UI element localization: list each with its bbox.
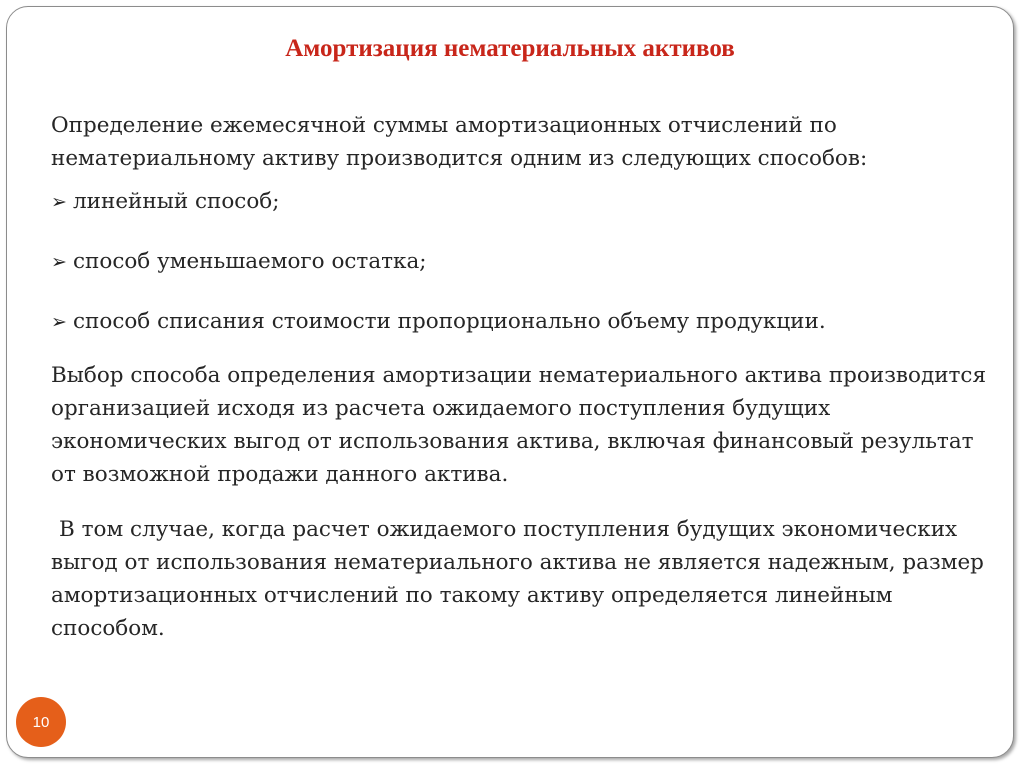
arrow-bullet-icon: ➢: [51, 251, 67, 273]
arrow-bullet-icon: ➢: [51, 191, 67, 213]
bullet-text: способ списания стоимости пропорционально объему продукции.: [73, 309, 826, 334]
slide-frame: [6, 6, 1014, 758]
bullet-text: линейный способ;: [73, 189, 280, 214]
bullet-item: [51, 305, 1001, 339]
intro-paragraph: Определение ежемесячной суммы амортизационных отчислений по нематериальному активу производится одним из следующих способов:: [51, 113, 868, 171]
slide-title: Амортизация нематериальных активов: [285, 35, 735, 62]
bullet-item: [51, 245, 1001, 279]
method-choice-paragraph: Выбор способа определения амортизации нематериального актива производится организацией исходя из расчета ожидаемого поступления будущих экономических выгод от использования актива, включая финансовый результат от возможной продажи данного актива.: [51, 363, 987, 487]
slide-content: [51, 109, 1001, 645]
arrow-bullet-icon: ➢: [51, 311, 67, 333]
linear-method-paragraph: В том случае, когда расчет ожидаемого поступления будущих экономических выгод от использования нематериального актива не является надежным, размер амортизационных отчислений по такому активу определяется линейным способом.: [51, 517, 984, 641]
page-number-badge: 10: [16, 697, 66, 747]
bullet-item: [51, 185, 1001, 219]
bullet-text: способ уменьшаемого остатка;: [73, 249, 427, 274]
